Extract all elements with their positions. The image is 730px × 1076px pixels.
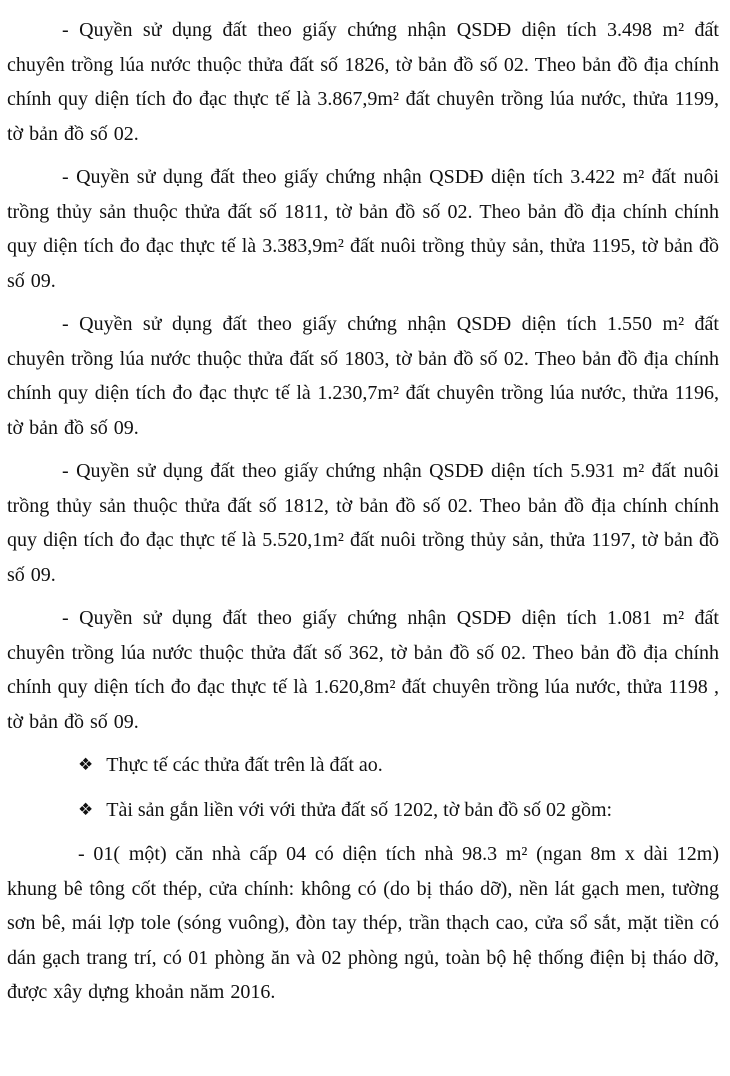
diamond-bullet-icon: ❖	[78, 799, 94, 820]
paragraph-house-description: - 01( một) căn nhà cấp 04 có diện tích nhà 98.3 m² (ngan 8m x dài 12m) khung bê tông cốt thép, cửa chính: không có (do bị tháo dỡ), nền lát gạch men, tường sơn bê, mái lợp tole (sóng vuông), đòn tay thép, trần thạch cao, cửa sổ sắt, mặt tiền có dán gạch trang trí, có 01 phòng ăn và 02 phòng ngủ, toàn bộ hệ thống điện bị tháo dỡ, được xây dựng khoản năm 2016.	[7, 843, 719, 1003]
bullet-item-pond-note	[7, 748, 719, 784]
diamond-bullet-icon: ❖	[78, 755, 94, 775]
paragraph-land-right-5: - Quyền sử dụng đất theo giấy chứng nhận QSDĐ diện tích 1.081 m² đất chuyên trồng lúa nước thuộc thửa đất số 362, tờ bản đồ số 02. Theo bản đồ địa chính chính quy diện tích đo đạc thực tế là 1.620,8m² đất chuyên trồng lúa nước, thửa 1198 , tờ bản đồ số 09.	[7, 607, 719, 733]
bullet-item-text: Thực tế các thửa đất trên là đất ao.	[106, 754, 383, 776]
bullet-item-text: Tài sản gắn liền với với thửa đất số 1202, tờ bản đồ số 02 gồm:	[106, 798, 613, 821]
paragraph-land-right-3: - Quyền sử dụng đất theo giấy chứng nhận QSDĐ diện tích 1.550 m² đất chuyên trồng lúa nước thuộc thửa đất số 1803, tờ bản đồ số 02. Theo bản đồ địa chính chính quy diện tích đo đạc thực tế là 1.230,7m² đất chuyên trồng lúa nước, thửa 1196, tờ bản đồ số 09.	[7, 313, 719, 439]
paragraph-land-right-1: - Quyền sử dụng đất theo giấy chứng nhận QSDĐ diện tích 3.498 m² đất chuyên trồng lúa nước thuộc thửa đất số 1826, tờ bản đồ số 02. Theo bản đồ địa chính chính quy diện tích đo đạc thực tế là 3.867,9m² đất chuyên trồng lúa nước, thửa 1199, tờ bản đồ số 02.	[7, 19, 719, 145]
paragraph-land-right-2: - Quyền sử dụng đất theo giấy chứng nhận QSDĐ diện tích 3.422 m² đất nuôi trồng thủy sản thuộc thửa đất số 1811, tờ bản đồ số 02. Theo bản đồ địa chính chính quy diện tích đo đạc thực tế là 3.383,9m² đất nuôi trồng thủy sản, thửa 1195, tờ bản đồ số 09.	[7, 166, 719, 292]
paragraph-land-right-4: - Quyền sử dụng đất theo giấy chứng nhận QSDĐ diện tích 5.931 m² đất nuôi trồng thủy sản thuộc thửa đất số 1812, tờ bản đồ số 02. Theo bản đồ địa chính chính quy diện tích đo đạc thực tế là 5.520,1m² đất nuôi trồng thủy sản, thửa 1197, tờ bản đồ số 09.	[7, 460, 719, 586]
bullet-item-attached-assets	[7, 793, 719, 829]
